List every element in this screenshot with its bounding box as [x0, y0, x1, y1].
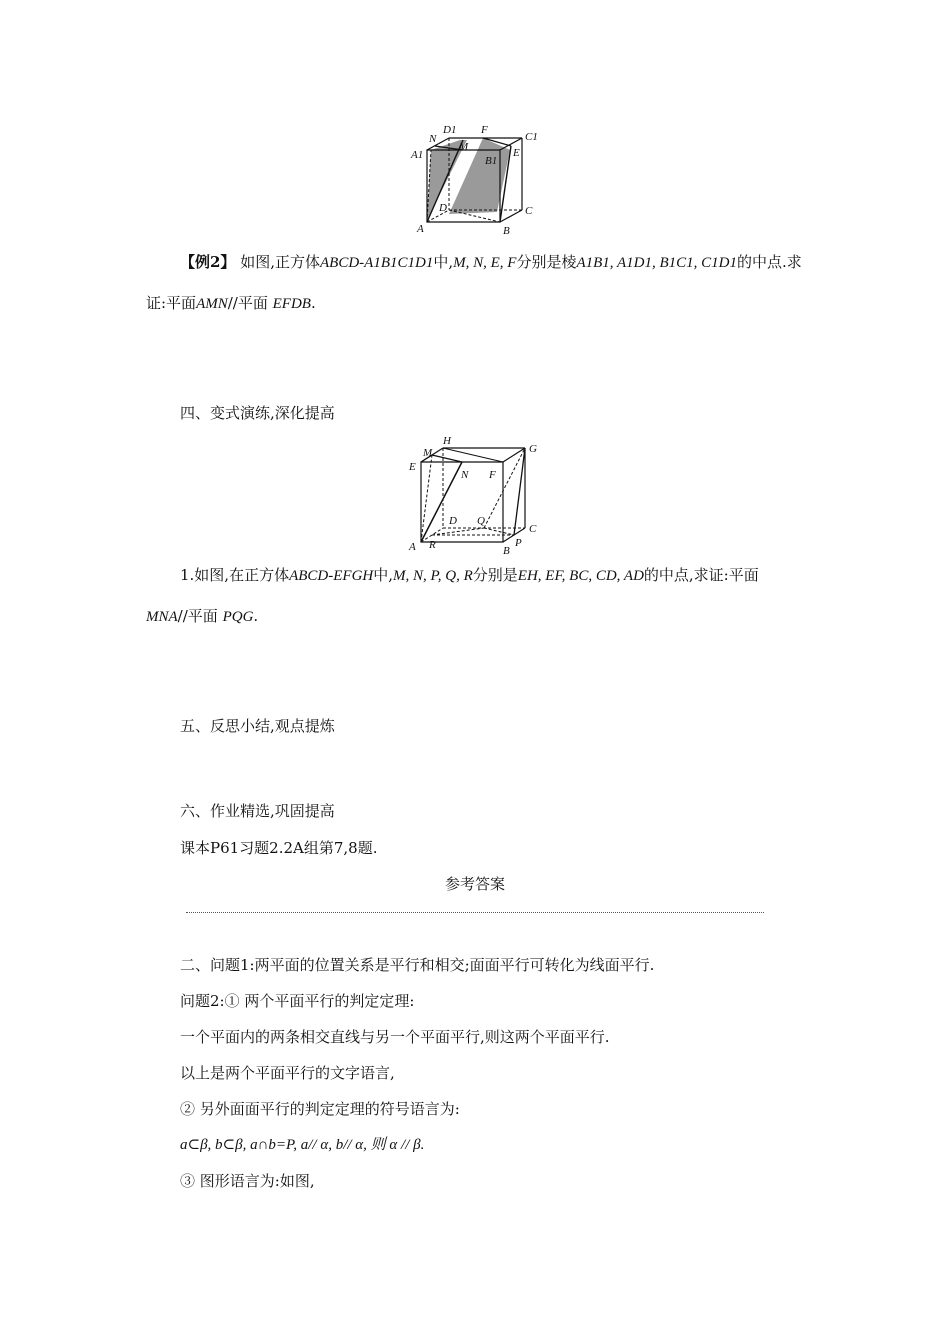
label-M: M — [459, 141, 469, 153]
label-D1: D1 — [443, 124, 457, 136]
label-A: A — [417, 223, 424, 235]
label-E: E — [513, 147, 520, 159]
label-A1: A1 — [411, 149, 424, 161]
label-E: E — [409, 461, 416, 473]
answer-q2-line3: ② 另外面面平行的判定定理的符号语言为: — [180, 1100, 460, 1118]
label-R: R — [429, 539, 436, 551]
answer-q2-line2: 以上是两个平面平行的文字语言, — [180, 1064, 395, 1082]
label-H: H — [443, 435, 451, 447]
label-F: F — [481, 124, 488, 136]
example-2-line-1: 【例2】 如图,正方体ABCD-A1B1C1D1中,M, N, E, F分别是棱A1B1, A1D1, B1C1, C1D1的中点.求 — [180, 253, 802, 271]
example-tag: 【例2】 — [180, 253, 236, 271]
answer-q2-line1: 一个平面内的两条相交直线与另一个平面平行,则这两个平面平行. — [180, 1028, 610, 1046]
homework-line: 课本P61习题2.2A组第7,8题. — [180, 839, 378, 857]
label-D: D — [449, 515, 457, 527]
dotted-divider — [186, 912, 764, 913]
label-A: A — [409, 541, 416, 553]
label-P: P — [515, 537, 522, 549]
label-B: B — [503, 225, 510, 237]
cube-figure-2 — [405, 430, 555, 560]
section-4-title: 四、变式演练,深化提高 — [180, 404, 335, 422]
label-D: D — [439, 202, 447, 214]
example-2-line-2: 证:平面AMN//平面 EFDB. — [146, 294, 316, 312]
label-N: N — [429, 133, 437, 145]
exercise-1-line-1: 1.如图,在正方体ABCD-EFGH中,M, N, P, Q, R分别是EH, EF, BC, CD, AD的中点,求证:平面 — [180, 566, 759, 584]
section-6-title: 六、作业精选,巩固提高 — [180, 802, 335, 820]
label-C: C — [525, 205, 533, 217]
answers-title: 参考答案 — [444, 875, 505, 893]
cube-figure-1 — [405, 120, 555, 240]
label-B: B — [503, 545, 510, 557]
label-M: M — [423, 447, 433, 459]
label-B1: B1 — [485, 155, 498, 167]
answer-q1: 二、问题1:两平面的位置关系是平行和相交;面面平行可转化为线面平行. — [180, 956, 655, 974]
label-Q: Q — [477, 515, 485, 527]
label-C1: C1 — [525, 131, 538, 143]
label-N: N — [461, 469, 469, 481]
label-G: G — [529, 443, 537, 455]
answer-q2-head: 问题2:① 两个平面平行的判定定理: — [180, 992, 415, 1010]
section-5-title: 五、反思小结,观点提炼 — [180, 717, 335, 735]
answer-q2-symbolic: a⊂β, b⊂β, a∩b=P, a// α, b// α, 则 α // β. — [180, 1137, 425, 1153]
answer-q2-line4: ③ 图形语言为:如图, — [180, 1172, 315, 1190]
label-F: F — [489, 469, 496, 481]
exercise-1-line-2: MNA//平面 PQG. — [146, 607, 259, 625]
label-C: C — [529, 523, 537, 535]
